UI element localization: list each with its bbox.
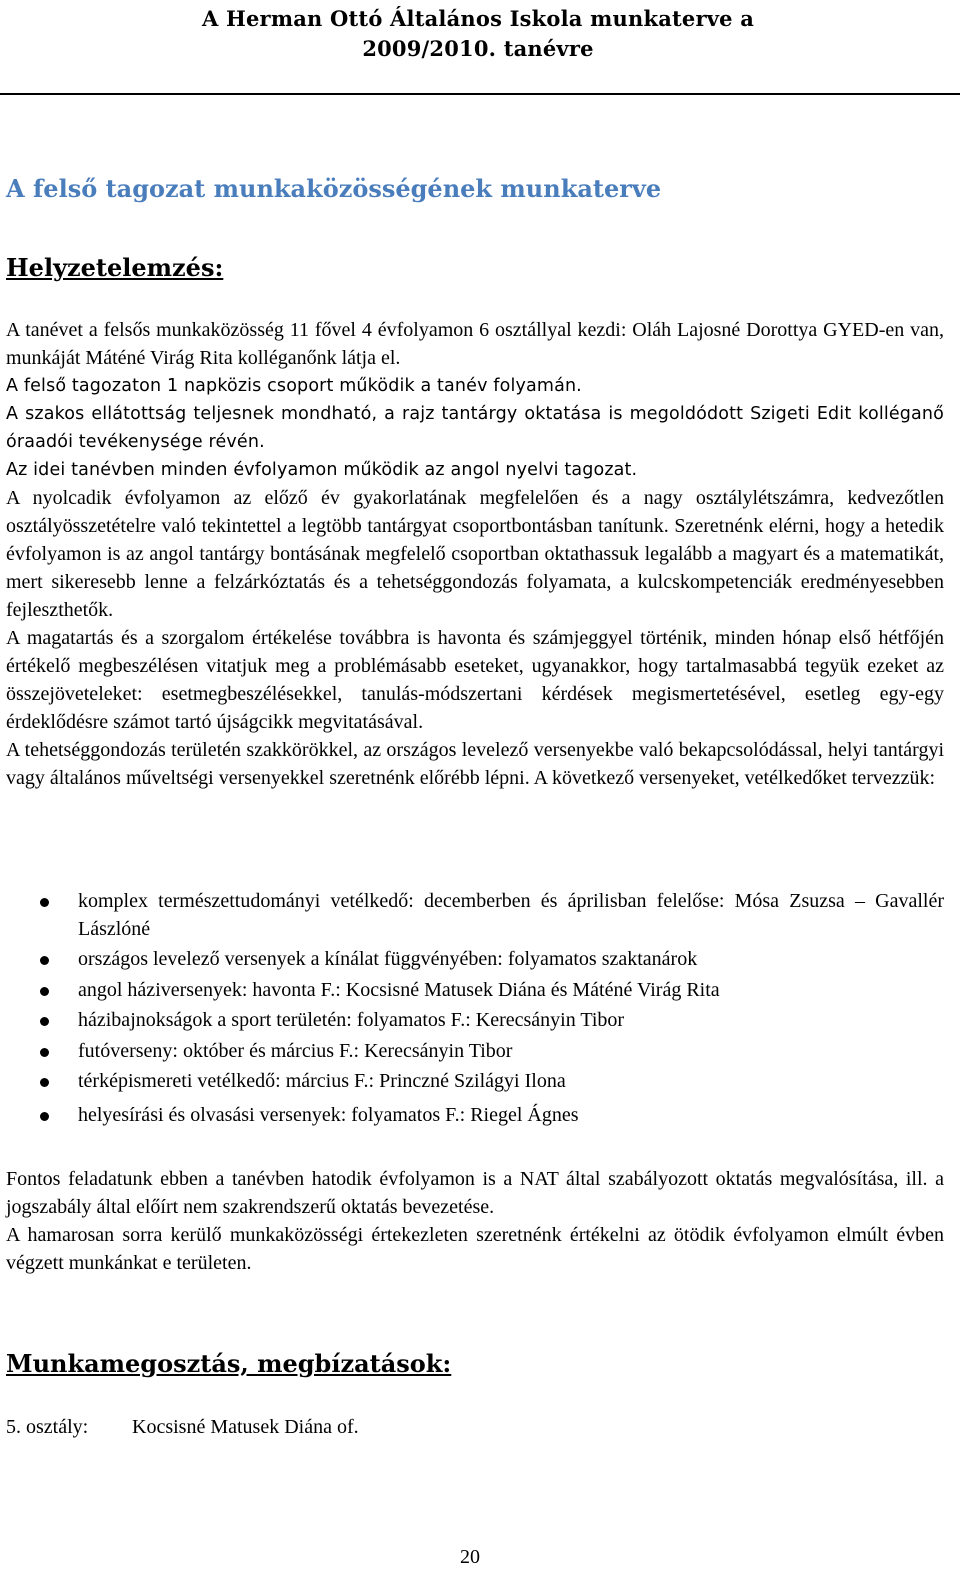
bullet-icon [40,1048,49,1057]
paragraph-daycare: A felső tagozaton 1 napközis csoport működik a tanév folyamán. [6,376,582,396]
list-item: országos levelező versenyek a kínálat függvényében: folyamatos szaktanárok [6,945,944,973]
paragraph-evaluation: A magatartás és a szorgalom értékelése továbbra is havonta és számjeggyel történik, minden hónap első hétfőjén értékelő megbeszélésen vitatjuk meg a problémásabb eseteket, ugyanakkor, hogy tartalmasabbá tegyük ezeket az összejöveteleket: esetmegbeszélésekkel, tanulás-módszertani kérdések megismertetésével, esetleg egy-egy érdeklődésre számot tartó újságcikk megvitatásával. [6,627,944,733]
page-number: 20 [460,1546,480,1568]
list-item: térképismereti vetélkedő: március F.: Princzné Szilágyi Ilona [6,1067,944,1095]
assignment-value: Kocsisné Matusek Diána of. [132,1416,359,1438]
paragraph-english: Az idei tanévben minden évfolyamon működik az angol nyelvi tagozat. [6,460,638,480]
paragraph-grade-eight: A nyolcadik évfolyamon az előző év gyakorlatának megfelelően és a nagy osztálylétszámra, kedvezőtlen osztályösszetételre való tekintettel a legtöbb tantárgyat csoportbontásban tanítunk. Szeretnénk elérni, hogy a hetedik évfolyamon is az angol tantárgy bontásának megfelelő csoportban oktathassuk legalább a magyart és a matematikát, mert sikeresebb lenne a felzárkóztatás és a tehetséggondozás folyamata, a kulcskompetenciák eredményesebben fejleszthetők. [6,487,944,621]
section-title: A felső tagozat munkaközösségének munkaterve [6,174,662,203]
heading-situation-analysis: Helyzetelemzés: [6,253,224,282]
list-item: futóverseny: október és március F.: Kerecsányin Tibor [6,1037,944,1065]
bullet-icon [40,1078,49,1087]
paragraph-nat: Fontos feladatunk ebben a tanévben hatodik évfolyamon is a NAT által szabályozott oktatás megvalósítása, ill. a jogszabály által előírt nem szakrendszerű oktatás bevezetése. [6,1168,944,1218]
header-title-line1: A Herman Ottó Általános Iskola munkaterve a [201,6,755,31]
bullet-icon [40,1017,49,1026]
assignment-row [6,1413,359,1441]
paragraph-talent: A tehetséggondozás területén szakkörökkel, az országos levelező versenyekbe való bekapcsolódással, helyi tantárgyi vagy általános műveltségi versenyekkel szeretnénk előrébb lépni. A következő versenyeket, vetélkedőket tervezzük: [6,739,944,789]
list-item: helyesírási és olvasási versenyek: folyamatos F.: Riegel Ágnes [6,1101,944,1129]
closing-body [6,1165,944,1277]
paragraph-meeting: A hamarosan sorra kerülő munkaközösségi értekezleten szeretnénk értékelni az ötödik évfolyamon elmúlt évben végzett munkánkat e területen. [6,1224,944,1274]
bullet-icon [40,898,49,907]
header-title-line2: 2009/2010. tanévre [362,36,594,61]
bullet-icon [40,956,49,965]
heading-assignments: Munkamegosztás, megbízatások: [6,1349,452,1378]
header-title [198,4,758,64]
bullet-icon [40,1112,49,1121]
situation-body [6,316,944,792]
competition-list [6,887,944,1131]
list-item: házibajnokságok a sport területén: folyamatos F.: Kerecsányin Tibor [6,1006,944,1034]
list-item: angol háziversenyek: havonta F.: Kocsisné Matusek Diána és Máténé Virág Rita [6,976,944,1004]
list-item: komplex természettudományi vetélkedő: decemberben és áprilisban felelőse: Mósa Zsuzsa – Gavallér Lászlóné [6,887,944,943]
paragraph-staff: A tanévet a felsős munkaközösség 11 fővel 4 évfolyamon 6 osztállyal kezdi: Oláh Lajosné Dorottya GYED-en van, munkáját Máténé Virág Rita kolléganőnk látja el. [6,319,944,369]
assignment-label: 5. osztály: [6,1416,89,1438]
page-header [0,0,960,96]
paragraph-specialists: A szakos ellátottság teljesnek mondható, a rajz tantárgy oktatása is megoldódott Szigeti Edit kolléganő óraadói tevékenysége révén. [6,404,944,452]
bullet-icon [40,987,49,996]
header-divider [0,93,960,95]
